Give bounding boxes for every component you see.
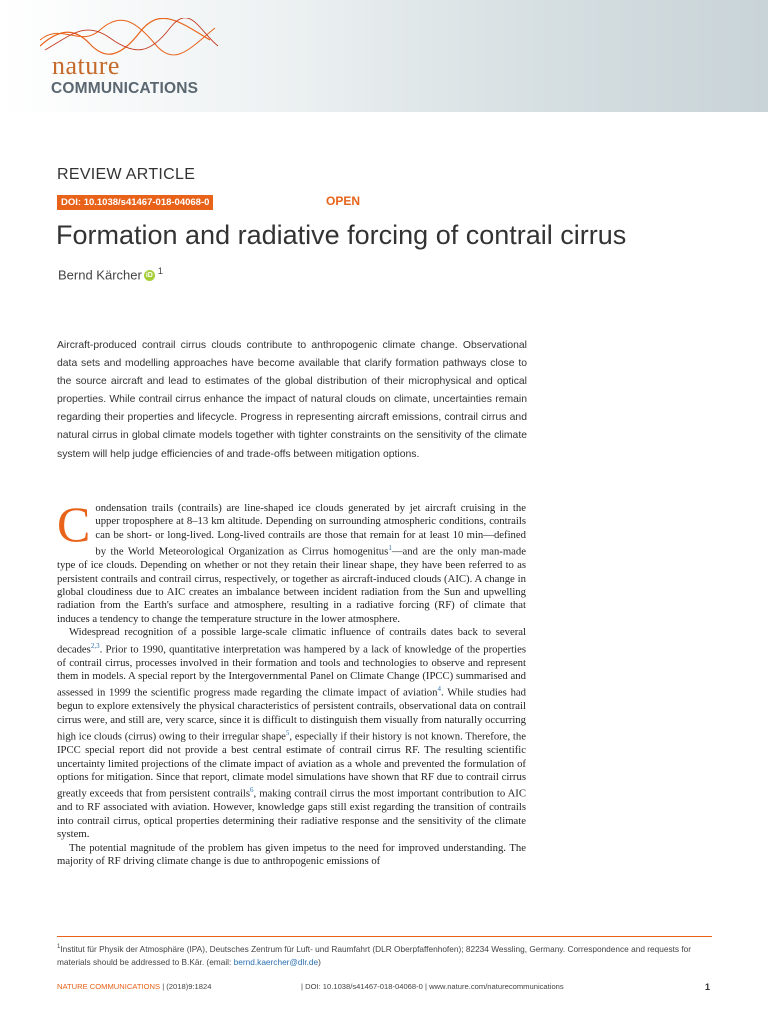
footer-citation (57, 982, 211, 991)
reference-link[interactable]: 6 (250, 786, 254, 795)
body-text: , especially if their history is not known. Therefore, the IPCC special report did not provide a best central estimate of contrail cirrus RF. The resulting scientific uncertainty limited projections of the climate impact of aviation as a whole and prevented the formulation of options for mitigation. Since that report, climate model simulations have shown that RF due to contrail cirrus greatly exceeds that from persistent contrails (57, 730, 526, 800)
author-line (58, 266, 163, 282)
article-title: Formation and radiative forcing of contrail cirrus (56, 220, 627, 250)
article-body (57, 496, 527, 868)
reference-link[interactable]: 4 (437, 685, 441, 694)
drop-cap: C (57, 496, 91, 552)
email-link[interactable]: bernd.kaercher@dlr.de (233, 956, 319, 967)
footnote-divider (57, 936, 712, 937)
abstract: Aircraft-produced contrail cirrus clouds contribute to anthropogenic climate change. Observational data sets and modelling approaches have become available that clarify formation pathways close to the source aircraft and lead to estimates of the global distribution of their microphysical and optical properties. While contrail cirrus enhance the impact of natural clouds on climate, uncertainties remain regarding their properties and lifecycle. Progress in representing aircraft emissions, contrail cirrus and natural cirrus in global climate models together with tighter constraints on the sensitivity of the climate system will help judge efficiencies of and trade-offs between mitigation options. (57, 340, 527, 460)
author-name-link[interactable]: Bernd Kärcher (58, 267, 142, 283)
open-access-label: OPEN (326, 194, 361, 208)
body-paragraph-3: The potential magnitude of the problem has given impetus to the need for improved understanding. The majority of RF driving climate change is due to anthropogenic emissions of (57, 841, 526, 867)
body-text: , making contrail cirrus the most important contribution to AIC and to RF associated with aviation. However, knowledge gaps still exist regarding the transition of contrails into contrail cirrus, optical properties determining their radiative response and the sensitivity of the climate system. (57, 787, 526, 841)
footnote-mark: 1 (57, 944, 61, 950)
reference-link[interactable]: 5 (285, 729, 290, 738)
article-type: REVIEW ARTICLE (57, 166, 196, 183)
reference-link[interactable]: 1 (388, 544, 392, 553)
logo-nature-text: nature (52, 51, 120, 80)
body-text: ondensation trails (contrails) are line-shaped ice clouds generated by jet aircraft cruising in the upper troposphere at 8–13 km altitude. Depending on surrounding atmospheric conditions, contrails can be short- or long-lived. Long-lived contrails are those that remain for at least 10 min—defined by the World Meteorological Organization as Cirrus homogenitus (95, 502, 526, 558)
body-text: —and are the only man-made type of ice clouds. Depending on whether or not they retain their linear shape, they have been referred to as persistent contrails and contrail cirrus, respectively, or together as aircraft-induced clouds (AIC). A change in global cloudiness due to AIC creates an imbalance between incident radiation from the Sun and upwelling radiation from the Earth's surface and atmosphere, resulting in a radiative forcing (RF) of climate that induces a tendency to change the temperature structure in the lower atmosphere. (57, 545, 527, 625)
body-paragraph-1 (57, 496, 527, 626)
doi-badge-link[interactable]: DOI: 10.1038/s41467-018-04068-0 (57, 195, 213, 210)
body-paragraph-2 (57, 626, 526, 841)
footnote-text: Institut für Physik der Atmosphäre (IPA), Deutsches Zentrum für Luft- und Raumfahrt (DLR Oberpfaffenhofen); 82234 Wessling, Germany. Correspondence and requests for materials should be addressed to B.Kär. (email: (57, 943, 692, 967)
body-text: . Prior to 1990, quantitative interpretation was hampered by a lack of knowledge of the properties of contrail cirrus, processes involved in their formation and tools and technologies to observe and represent them in models. A special report by the Intergovernmental Panel on Climate Change (IPCC) summarised and assessed in 1999 the scientific progress made regarding the climate impact of aviation (57, 643, 526, 699)
footer-volume: | (2018)9:1824 (160, 982, 212, 991)
footer-journal-name: NATURE COMMUNICATIONS (57, 982, 161, 991)
logo-communications-text: COMMUNICATIONS (51, 80, 199, 97)
body-text: . While studies had begun to explore extensively the physical characteristics of persistent contrails, observational data on contrail cirrus were, and still are, very scarce, since it is difficult to distinguish them visually from naturally occurring high ice clouds (cirrus) owing to their irregular shape (57, 686, 526, 743)
affiliation-mark: 1 (157, 266, 163, 276)
body-text: Widespread recognition of a possible large-scale climatic influence of contrails dates back to several decades (57, 626, 526, 656)
journal-banner (0, 0, 768, 112)
footnote-close: ) (318, 956, 321, 967)
page-number: 1 (705, 982, 711, 992)
affiliation-footnote (57, 941, 717, 969)
reference-link[interactable]: 2,3 (90, 641, 100, 650)
footer-doi: | DOI: 10.1038/s41467-018-04068-0 | www.nature.com/naturecommunications (301, 982, 564, 991)
orcid-icon[interactable]: iD (145, 272, 153, 280)
